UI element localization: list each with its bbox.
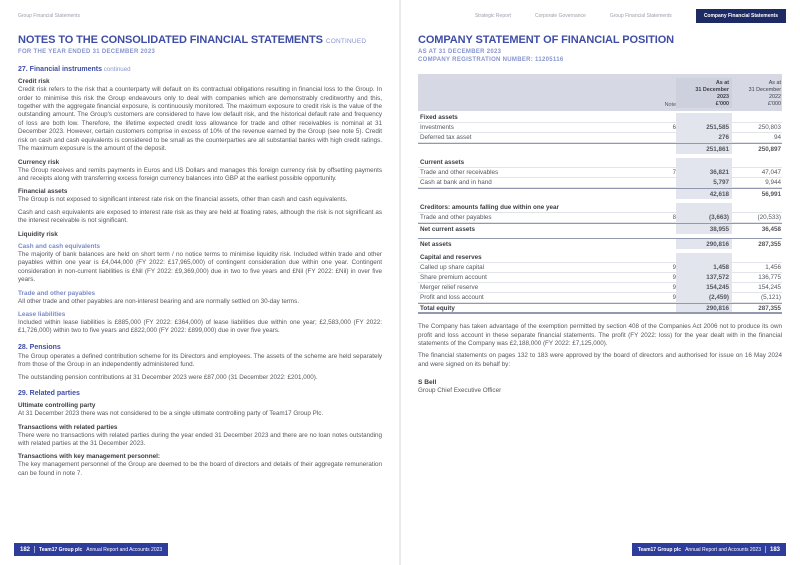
row-value-2022: 94	[773, 134, 781, 142]
row-value-2022: 154,245	[758, 284, 781, 292]
note-subhead: Credit risk	[18, 78, 50, 86]
row-note: 9	[672, 294, 676, 301]
row-note: 8	[672, 214, 676, 221]
table-row	[418, 238, 782, 249]
row-label: Net assets	[420, 240, 452, 248]
sofp-page-title: COMPANY STATEMENT OF FINANCIAL POSITION	[418, 34, 675, 46]
row-label: Net current assets	[420, 225, 475, 233]
row-note	[652, 144, 676, 154]
nav-left-section-label: Group Financial Statements	[18, 13, 80, 19]
table-header-note: Note	[664, 102, 676, 109]
nav-tab-corporate-governance[interactable]: Corporate Governance	[534, 13, 586, 19]
row-label: Capital and reserves	[420, 254, 482, 262]
table-row	[418, 168, 782, 178]
row-value-2023: 290,816	[676, 304, 732, 312]
note-subhead: Liquidity risk	[18, 230, 58, 238]
nav-tab-strategic-report[interactable]: Strategic Report	[474, 13, 511, 19]
row-note: 7	[672, 169, 676, 176]
note-paragraph: There were no transactions with related parties during the year ended 31 December 2023 and there are no loan notes outstanding with related parties at the 31 December 2023.	[18, 431, 382, 448]
sofp-notes-text	[418, 323, 782, 369]
table-row	[418, 133, 782, 143]
row-value-2022: 287,355	[758, 240, 781, 248]
table-header	[418, 74, 782, 111]
row-value-2022: 250,897	[758, 145, 781, 153]
footer-right	[632, 543, 786, 556]
row-note	[652, 189, 676, 199]
row-value-2022: 56,991	[761, 190, 781, 198]
note-paragraph: At 31 December 2023 there was not considered to be a single ultimate controlling party of Team17 Group Plc.	[18, 410, 324, 418]
note-bluehead: Trade and other payables	[18, 289, 96, 297]
row-note	[652, 203, 676, 212]
row-label: Merger relief reserve	[420, 284, 479, 292]
footer-divider	[765, 546, 766, 553]
row-value-2022: (20,533)	[757, 214, 781, 222]
top-nav-tabs	[475, 9, 786, 23]
table-row	[418, 123, 782, 133]
note-paragraph: The Group receives and remits payments in Euros and US Dollars and manages this foreign currency risk by offsetting payments and receipts along with transferring excess foreign currency balances into GBP at the earliest possible opportunity.	[18, 166, 382, 183]
row-value-2023: 137,572	[676, 273, 732, 282]
row-value-2022: 136,775	[758, 274, 781, 282]
table-row	[418, 303, 782, 314]
table-row	[418, 203, 782, 213]
notes-title-continued-label: CONTINUED	[325, 38, 367, 45]
row-value-2022	[732, 203, 782, 212]
header-2022-line2: 31 December	[748, 87, 781, 94]
footer-divider	[34, 546, 35, 553]
row-note	[652, 133, 676, 142]
row-label	[418, 189, 652, 199]
table-row	[418, 253, 782, 263]
footer-brand-left: Team17 Group plc	[39, 546, 83, 553]
notes-page-title	[18, 34, 382, 46]
header-2023-line3: 2023	[717, 94, 729, 101]
row-value-2022: (5,121)	[761, 294, 781, 302]
signatory-role: Group Chief Executive Officer	[418, 387, 502, 395]
row-note: 9	[672, 264, 676, 271]
row-label: Profit and loss account	[420, 294, 484, 302]
row-label: Called up share capital	[420, 264, 485, 272]
table-body	[418, 113, 782, 314]
table-row	[418, 293, 782, 303]
row-value-2023: 251,585	[676, 123, 732, 132]
note-paragraph: All other trade and other payables are non-interest bearing and are normally settled on 30-day terms.	[18, 297, 300, 305]
footer-report-title-right: Annual Report and Accounts 2023	[685, 546, 761, 553]
row-value-2023: 290,816	[676, 239, 732, 249]
row-note	[652, 113, 676, 122]
note-subhead: Currency risk	[18, 158, 60, 166]
note-paragraph: Credit risk refers to the risk that a counterparty will default on its contractual obligations resulting in financial loss to the Group. In order to minimise this risk the Group endeavours only to deal with companies which are demonstrably creditworthy and this, together with the aggregate financial exposure, is continuously monitored. The maximum exposure to credit risk is the value of the outstanding amount. The Group's customers are considered to have low default risk, and the historical default rate and frequency of loss are both low. Therefore, the lifetime expected credit loss allowance for trade and other receivables is nominal at 31 December 2023. However, certain customers comprise in excess of 10% of the revenue earned by the Group (see note 5). Credit risk on cash and cash equivalents is considered to be small as the counterparties are all substantial banks with high credit ratings. The maximum exposure is the amount of the deposit.	[18, 86, 382, 153]
row-label: Deferred tax asset	[420, 134, 472, 142]
notes-section	[18, 66, 382, 336]
note-subhead: Ultimate controlling party	[18, 402, 96, 410]
row-value-2022: 250,803	[758, 124, 781, 132]
nav-tab-company-financial-statements[interactable]: Company Financial Statements	[696, 9, 786, 23]
row-value-2022: 287,355	[758, 304, 781, 312]
table-row	[418, 283, 782, 293]
row-value-2023: 154,245	[676, 283, 732, 292]
row-label: Fixed assets	[420, 114, 458, 122]
page-number-right: 183	[769, 546, 780, 553]
table-row	[418, 213, 782, 223]
note-paragraph: The majority of bank balances are held on short term / no notice terms to minimise liquidity risk. Included within trade and other payables within one year is £4,044,000 (FY 2022: £17,965,000) of contingent consideration due within one year. Contingent consideration in non-current liabilities is £Nil (FY 2022: £9,369,000) due in two to five years and £Nil (FY 2022: £Nil) in over five years.	[18, 250, 382, 284]
page-right-company-sofp	[400, 0, 800, 565]
row-value-2022: 36,458	[761, 225, 781, 233]
row-label: Trade and other receivables	[420, 169, 499, 177]
note-paragraph: The outstanding pension contributions at 31 December 2023 were £87,000 (31 December 2022: £201,000).	[18, 373, 318, 381]
row-label: Cash at bank and in hand	[420, 179, 492, 187]
financial-position-table	[418, 74, 782, 314]
page-gutter	[399, 0, 401, 565]
row-label: Current assets	[420, 159, 465, 167]
header-2022-line3: 2022	[769, 94, 781, 101]
row-note	[652, 253, 676, 262]
row-value-2023: 36,821	[676, 168, 732, 177]
row-value-2022: 9,944	[765, 179, 781, 187]
row-note	[652, 304, 676, 312]
footer-report-title-left: Annual Report and Accounts 2023	[86, 546, 163, 553]
row-value-2023: 5,797	[676, 178, 732, 187]
row-value-2023	[676, 203, 732, 212]
row-label: Creditors: amounts falling due within one year	[420, 204, 559, 212]
row-note	[652, 158, 676, 167]
row-note	[652, 224, 676, 234]
row-value-2022	[732, 158, 782, 167]
header-2023-units: £'000	[715, 101, 729, 108]
sofp-subtitle-registration: COMPANY REGISTRATION NUMBER: 11205116	[418, 57, 564, 64]
page-number-left: 182	[20, 546, 31, 553]
nav-tab-group-financial-statements[interactable]: Group Financial Statements	[609, 13, 672, 19]
row-note	[652, 239, 676, 249]
row-note	[652, 178, 676, 187]
row-value-2023	[676, 253, 732, 262]
table-row	[418, 223, 782, 234]
header-2023-line2: 31 December	[695, 87, 729, 94]
sofp-subtitle-date: AS AT 31 DECEMBER 2023	[418, 49, 502, 56]
table-row	[418, 263, 782, 273]
row-value-2023: 251,861	[676, 144, 732, 154]
row-label: Total equity	[420, 304, 455, 312]
row-value-2023: 276	[676, 133, 732, 142]
section-heading: 28. Pensions	[18, 343, 61, 351]
note-paragraph: Included within lease liabilities is £885,000 (FY 2022: £364,000) of lease liabilities due within one year; £2,583,000 (FY 2022: £1,726,000) within two to five years and £822,000 (FY 2022: £899,000) due in over five years.	[18, 318, 382, 335]
row-label: Trade and other payables	[420, 214, 492, 222]
footer-left	[14, 543, 168, 556]
row-value-2023: (2,459)	[676, 293, 732, 302]
notes-title-text: NOTES TO THE CONSOLIDATED FINANCIAL STATEMENTS	[18, 34, 323, 46]
note-subhead: Financial assets	[18, 188, 68, 196]
header-2022-units: £'000	[767, 101, 781, 108]
note-bluehead: Lease liabilities	[18, 310, 66, 318]
footer-brand-right: Team17 Group plc	[637, 546, 682, 553]
continued-label: continued	[102, 66, 131, 74]
table-row	[418, 143, 782, 154]
table-header-2023	[676, 78, 732, 108]
notes-section	[18, 390, 382, 478]
notes-page-subtitle: FOR THE YEAR ENDED 31 DECEMBER 2023	[18, 49, 156, 56]
header-2023-line1: As at	[715, 80, 729, 87]
row-label	[418, 144, 652, 154]
table-header-2022	[732, 80, 782, 108]
table-row	[418, 158, 782, 168]
row-value-2022	[732, 113, 782, 122]
row-value-2022	[732, 253, 782, 262]
table-row	[418, 273, 782, 283]
table-row	[418, 178, 782, 188]
note-paragraph: The Group operates a defined contribution scheme for its Directors and employees. The assets of the scheme are held separately from those of the Group in an independently administered fund.	[18, 352, 382, 369]
table-row	[418, 113, 782, 123]
row-label: Investments	[420, 124, 454, 132]
row-value-2023	[676, 158, 732, 167]
note-paragraph: The key management personnel of the Group are deemed to be the board of directors and details of their aggregate remuneration can be found in note 7.	[18, 461, 382, 477]
row-value-2022: 47,047	[761, 169, 781, 177]
row-value-2023: 38,955	[676, 224, 732, 234]
row-note: 9	[672, 274, 676, 281]
note-subhead: Transactions with related parties	[18, 423, 118, 431]
section-heading: 29. Related parties	[18, 390, 80, 398]
row-value-2023: 42,618	[676, 189, 732, 199]
signatory-name: S Bell	[418, 379, 437, 387]
row-label: Share premium account	[420, 274, 487, 282]
note-paragraph: Cash and cash equivalents are exposed to interest rate risk as they are held at floating rates, although the risk is not significant as the interest receivable is not significant.	[18, 208, 382, 225]
row-note: 6	[672, 124, 676, 131]
row-value-2022: 1,456	[765, 264, 781, 272]
notes-content	[18, 66, 382, 478]
row-value-2023	[676, 113, 732, 122]
notes-section	[18, 344, 382, 382]
section-heading: 27. Financial instruments continued	[18, 66, 131, 74]
approval-paragraph: The financial statements on pages 132 to 183 were approved by the board of directors and authorised for issue on 16 May 2024 and were signed on its behalf by:	[418, 352, 782, 368]
header-2022-line1: As at	[768, 80, 781, 87]
table-row	[418, 188, 782, 199]
top-nav	[18, 9, 786, 23]
note-paragraph: The Group is not exposed to significant interest rate risk on the financial assets, other than cash and cash equivalents.	[18, 196, 348, 204]
note-subhead: Transactions with key management personnel:	[18, 453, 161, 461]
note-bluehead: Cash and cash equivalents	[18, 242, 101, 250]
exemption-paragraph: The Company has taken advantage of the exemption permitted by section 408 of the Companies Act 2006 not to produce its own profit and loss account in these separate financial statements. The profit (FY 2022: loss) for the year dealt with in the financial statements of the Company was £2,188,000 (FY 2022: £7,125,000).	[418, 323, 782, 348]
row-value-2023: 1,458	[676, 263, 732, 272]
row-note: 9	[672, 284, 676, 291]
row-value-2023: (3,663)	[676, 213, 732, 222]
